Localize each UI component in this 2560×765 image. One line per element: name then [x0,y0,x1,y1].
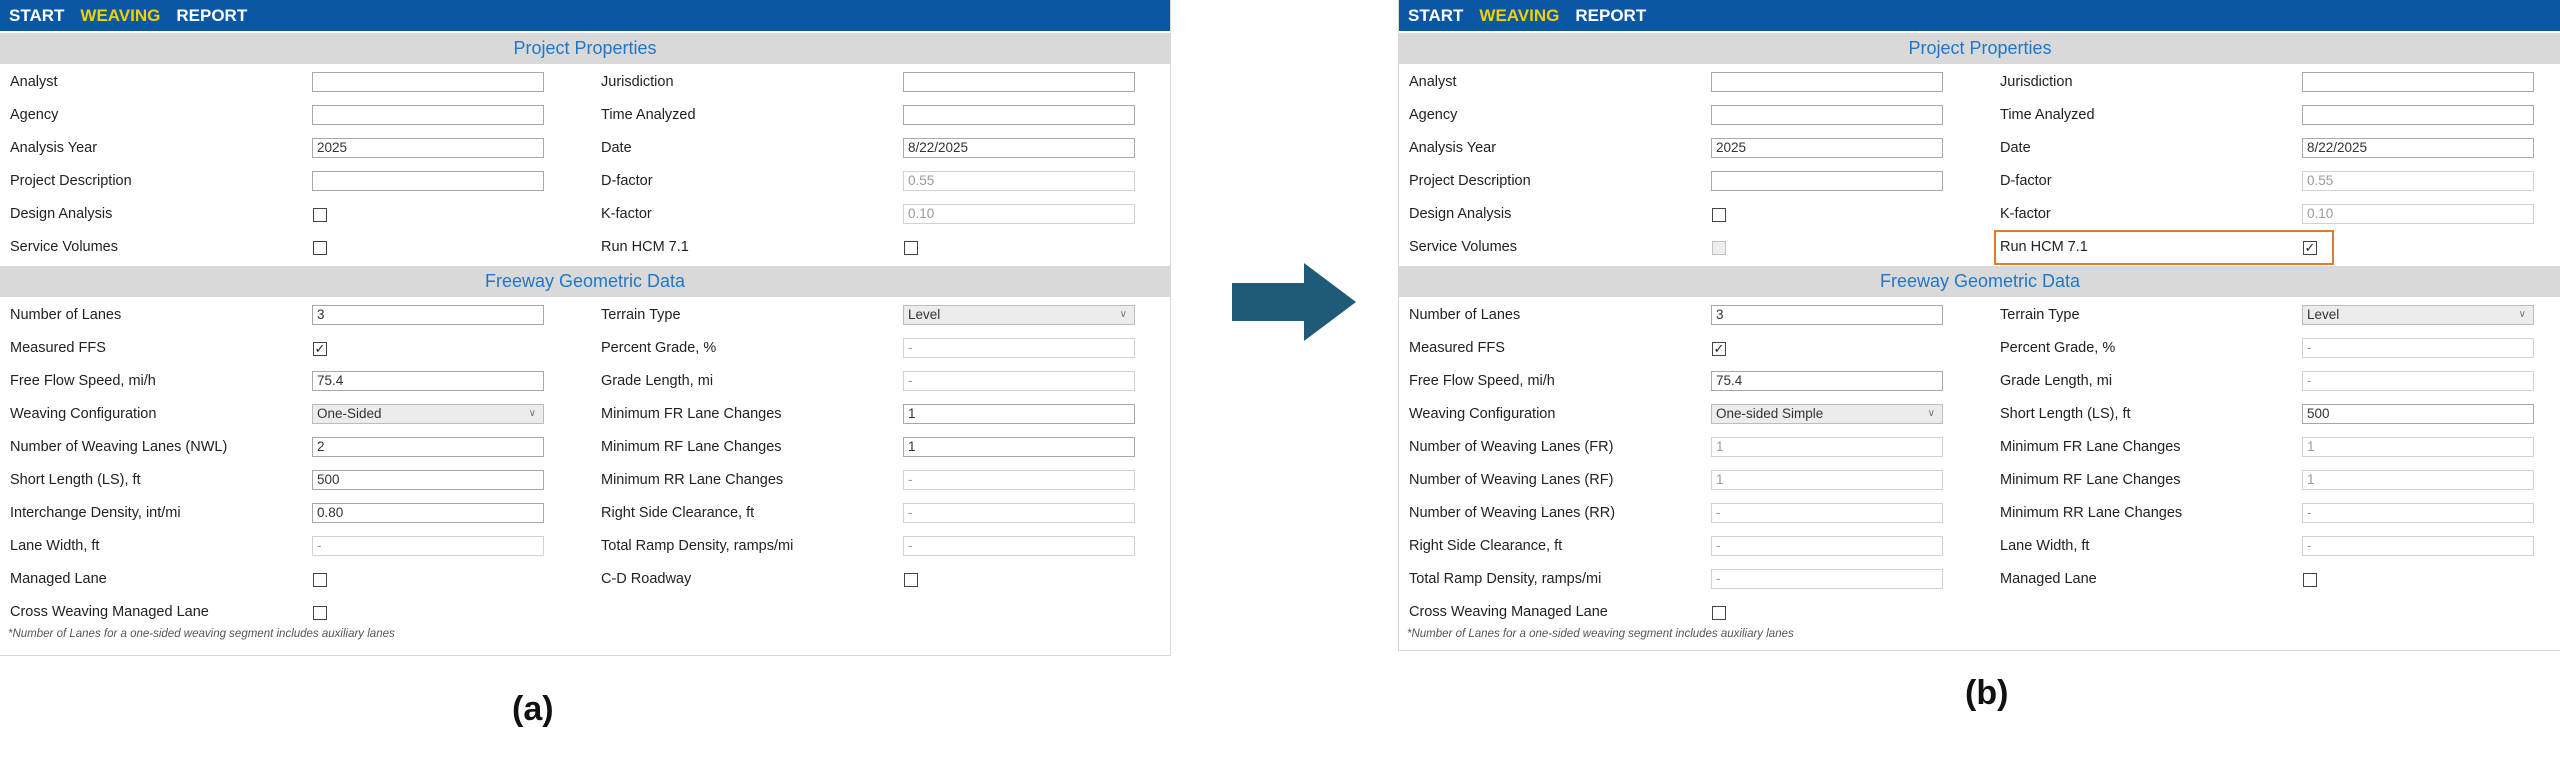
total-ramp-density-ramps-mi-value: - [1716,571,1721,586]
grade-length-mi-label: Grade Length, mi [2000,373,2113,389]
form-row [1399,332,2560,365]
number-of-weaving-lanes-rf-input [1711,470,1943,490]
total-ramp-density-ramps-mi-label: Total Ramp Density, ramps/mi [601,538,794,554]
number-of-lanes-input[interactable] [1711,305,1943,325]
weaving-configuration-value: One-Sided [317,406,382,421]
project-description-input[interactable] [312,171,544,191]
free-flow-speed-mi-h-input[interactable] [312,371,544,391]
date-input[interactable] [2302,138,2534,158]
cross-weaving-managed-lane-label: Cross Weaving Managed Lane [10,604,209,620]
grade-length-mi-value: - [2307,373,2312,388]
cross-weaving-managed-lane-checkbox[interactable] [313,606,327,620]
number-of-weaving-lanes-fr-value: 1 [1716,439,1724,454]
form-row [1399,66,2560,99]
lane-width-ft-input [312,536,544,556]
form-row [0,431,1170,464]
footnote: *Number of Lanes for a one-sided weaving segment includes auxiliary lanes [8,628,395,640]
total-ramp-density-ramps-mi-label: Total Ramp Density, ramps/mi [1409,571,1602,587]
section-project-properties: Project Properties [0,33,1170,64]
number-of-weaving-lanes-nwl-label: Number of Weaving Lanes (NWL) [10,439,228,455]
d-factor-value: 0.55 [908,173,935,188]
free-flow-speed-mi-h-value: 75.4 [1716,373,1743,388]
project-description-input[interactable] [1711,171,1943,191]
number-of-weaving-lanes-rr-label: Number of Weaving Lanes (RR) [1409,505,1616,521]
section-project-properties: Project Properties [1399,33,2560,64]
tab-report[interactable]: REPORT [176,5,248,25]
right-side-clearance-ft-value: - [1716,538,1721,553]
total-ramp-density-ramps-mi-input [1711,569,1943,589]
number-of-weaving-lanes-fr-label: Number of Weaving Lanes (FR) [1409,439,1614,455]
number-of-weaving-lanes-rr-value: - [1716,505,1721,520]
lane-width-ft-label: Lane Width, ft [10,538,100,554]
freeway-geometric-form [1399,299,2560,629]
top-nav-bar [0,0,1170,31]
service-volumes-checkbox[interactable] [313,241,327,255]
number-of-lanes-label: Number of Lanes [10,307,122,323]
date-label: Date [2000,140,2031,156]
caption-b: (b) [1965,674,2009,712]
agency-input[interactable] [1711,105,1943,125]
c-d-roadway-checkbox[interactable] [904,573,918,587]
time-analyzed-input[interactable] [2302,105,2534,125]
minimum-rr-lane-changes-value: - [908,472,913,487]
analysis-year-input[interactable] [312,138,544,158]
minimum-rf-lane-changes-input [2302,470,2534,490]
form-row [1399,365,2560,398]
minimum-fr-lane-changes-value: 1 [2307,439,2315,454]
transition-arrow-icon [1232,263,1356,341]
d-factor-value: 0.55 [2307,173,2334,188]
minimum-rf-lane-changes-input[interactable] [903,437,1135,457]
analysis-year-value: 2025 [317,140,348,155]
measured-ffs-checkbox[interactable]: ✓ [314,341,326,356]
form-row [0,398,1170,431]
form-row [1399,497,2560,530]
free-flow-speed-mi-h-input[interactable] [1711,371,1943,391]
analysis-year-input[interactable] [1711,138,1943,158]
project-properties-form [0,66,1170,264]
right-side-clearance-ft-label: Right Side Clearance, ft [1409,538,1563,554]
analyst-input[interactable] [312,72,544,92]
service-volumes-checkbox [1712,241,1726,255]
k-factor-label: K-factor [601,206,652,222]
short-length-ls-ft-value: 500 [2307,406,2330,421]
chevron-down-icon: ∨ [528,408,536,419]
minimum-fr-lane-changes-value: 1 [908,406,916,421]
minimum-rr-lane-changes-value: - [2307,505,2312,520]
form-row [0,596,1170,629]
run-hcm-7-1-label: Run HCM 7.1 [2000,239,2088,255]
project-properties-form [1399,66,2560,264]
project-description-label: Project Description [1409,173,1531,189]
right-side-clearance-ft-value: - [908,505,913,520]
date-value: 8/22/2025 [908,140,969,155]
minimum-fr-lane-changes-input [2302,437,2534,457]
free-flow-speed-mi-h-value: 75.4 [317,373,344,388]
right-side-clearance-ft-input [903,503,1135,523]
time-analyzed-label: Time Analyzed [601,107,696,123]
analyst-label: Analyst [10,74,58,90]
percent-grade-input [2302,338,2534,358]
number-of-weaving-lanes-nwl-value: 2 [317,439,325,454]
form-row [1399,530,2560,563]
form-row [1399,198,2560,231]
run-hcm-7-1-checkbox[interactable]: ✓ [2304,240,2316,255]
design-analysis-label: Design Analysis [10,206,113,222]
minimum-rf-lane-changes-value: 1 [2307,472,2315,487]
jurisdiction-label: Jurisdiction [2000,74,2073,90]
lane-width-ft-value: - [2307,538,2312,553]
lane-width-ft-label: Lane Width, ft [2000,538,2090,554]
form-row [0,66,1170,99]
chevron-down-icon: ∨ [1119,309,1127,320]
design-analysis-checkbox[interactable] [1712,208,1726,222]
freeway-geometric-form [0,299,1170,629]
design-analysis-checkbox[interactable] [313,208,327,222]
minimum-rf-lane-changes-value: 1 [908,439,916,454]
form-row [0,132,1170,165]
terrain-type-value: Level [908,307,941,322]
free-flow-speed-mi-h-label: Free Flow Speed, mi/h [10,373,156,389]
service-volumes-label: Service Volumes [10,239,118,255]
time-analyzed-input[interactable] [903,105,1135,125]
lane-width-ft-value: - [317,538,322,553]
form-row [0,530,1170,563]
percent-grade-label: Percent Grade, % [601,340,717,356]
form-row [0,99,1170,132]
agency-label: Agency [1409,107,1458,123]
number-of-lanes-label: Number of Lanes [1409,307,1521,323]
analyst-input[interactable] [1711,72,1943,92]
cross-weaving-managed-lane-checkbox[interactable] [1712,606,1726,620]
number-of-weaving-lanes-rr-input [1711,503,1943,523]
percent-grade-label: Percent Grade, % [2000,340,2116,356]
section-freeway-geometric-data: Freeway Geometric Data [1399,266,2560,297]
minimum-rr-lane-changes-input [2302,503,2534,523]
interchange-density-int-mi-label: Interchange Density, int/mi [10,505,181,521]
number-of-weaving-lanes-rf-value: 1 [1716,472,1724,487]
minimum-rr-lane-changes-label: Minimum RR Lane Changes [2000,505,2183,521]
form-row [0,299,1170,332]
time-analyzed-label: Time Analyzed [2000,107,2095,123]
jurisdiction-label: Jurisdiction [601,74,674,90]
project-description-label: Project Description [10,173,132,189]
weaving-configuration-dropdown[interactable] [312,404,544,424]
form-row [0,332,1170,365]
form-row [0,198,1170,231]
d-factor-label: D-factor [601,173,653,189]
k-factor-label: K-factor [2000,206,2051,222]
tab-weaving[interactable]: WEAVING [1479,5,1560,25]
form-row [0,231,1170,264]
grade-length-mi-input [903,371,1135,391]
measured-ffs-checkbox[interactable]: ✓ [1713,341,1725,356]
tab-start[interactable]: START [9,5,65,25]
form-row [1399,231,2560,264]
k-factor-value: 0.10 [2307,206,2334,221]
d-factor-input [903,171,1135,191]
weaving-configuration-value: One-sided Simple [1716,406,1824,421]
tab-weaving[interactable]: WEAVING [80,5,161,25]
minimum-rf-lane-changes-label: Minimum RF Lane Changes [601,439,782,455]
number-of-lanes-input[interactable] [312,305,544,325]
managed-lane-checkbox[interactable] [313,573,327,587]
minimum-fr-lane-changes-label: Minimum FR Lane Changes [601,406,782,422]
total-ramp-density-ramps-mi-input [903,536,1135,556]
terrain-type-label: Terrain Type [2000,307,2080,323]
terrain-type-value: Level [2307,307,2340,322]
analysis-year-label: Analysis Year [10,140,98,156]
form-row [1399,563,2560,596]
analyst-label: Analyst [1409,74,1457,90]
form-row [0,497,1170,530]
form-row [1399,398,2560,431]
number-of-weaving-lanes-nwl-input[interactable] [312,437,544,457]
design-analysis-label: Design Analysis [1409,206,1512,222]
form-row [0,563,1170,596]
service-volumes-label: Service Volumes [1409,239,1517,255]
form-row [0,365,1170,398]
caption-a: (a) [512,690,554,728]
managed-lane-label: Managed Lane [10,571,107,587]
form-row [1399,132,2560,165]
tab-report[interactable]: REPORT [1575,5,1647,25]
highlight-box [1994,230,2334,265]
measured-ffs-label: Measured FFS [1409,340,1505,356]
k-factor-input [2302,204,2534,224]
number-of-lanes-value: 3 [1716,307,1724,322]
form-row [1399,431,2560,464]
grade-length-mi-label: Grade Length, mi [601,373,714,389]
cross-weaving-managed-lane-label: Cross Weaving Managed Lane [1409,604,1608,620]
agency-input[interactable] [312,105,544,125]
short-length-ls-ft-value: 500 [317,472,340,487]
agency-label: Agency [10,107,59,123]
chevron-down-icon: ∨ [2518,309,2526,320]
form-row [1399,165,2560,198]
short-length-ls-ft-label: Short Length (LS), ft [10,472,141,488]
form-row [1399,464,2560,497]
form-row [0,165,1170,198]
date-label: Date [601,140,632,156]
footnote: *Number of Lanes for a one-sided weaving segment includes auxiliary lanes [1407,628,1794,640]
k-factor-input [903,204,1135,224]
short-length-ls-ft-label: Short Length (LS), ft [2000,406,2131,422]
managed-lane-label: Managed Lane [2000,571,2097,587]
weaving-configuration-dropdown[interactable] [1711,404,1943,424]
right-side-clearance-ft-input [1711,536,1943,556]
percent-grade-input [903,338,1135,358]
terrain-type-dropdown[interactable] [903,305,1135,325]
k-factor-value: 0.10 [908,206,935,221]
grade-length-mi-input [2302,371,2534,391]
d-factor-label: D-factor [2000,173,2052,189]
form-row [0,464,1170,497]
minimum-rf-lane-changes-label: Minimum RF Lane Changes [2000,472,2181,488]
weaving-configuration-label: Weaving Configuration [1409,406,1556,422]
analysis-year-label: Analysis Year [1409,140,1497,156]
run-hcm-7-1-checkbox[interactable] [904,241,918,255]
right-side-clearance-ft-label: Right Side Clearance, ft [601,505,755,521]
number-of-lanes-value: 3 [317,307,325,322]
terrain-type-label: Terrain Type [601,307,681,323]
number-of-weaving-lanes-rf-label: Number of Weaving Lanes (RF) [1409,472,1614,488]
date-value: 8/22/2025 [2307,140,2368,155]
interchange-density-int-mi-value: 0.80 [317,505,344,520]
lane-width-ft-input [2302,536,2534,556]
grade-length-mi-value: - [908,373,913,388]
form-row [1399,99,2560,132]
minimum-rr-lane-changes-input [903,470,1135,490]
interchange-density-int-mi-input[interactable] [312,503,544,523]
chevron-down-icon: ∨ [1927,408,1935,419]
analysis-year-value: 2025 [1716,140,1747,155]
top-nav-bar [1399,0,2560,31]
free-flow-speed-mi-h-label: Free Flow Speed, mi/h [1409,373,1555,389]
terrain-type-dropdown[interactable] [2302,305,2534,325]
minimum-fr-lane-changes-input[interactable] [903,404,1135,424]
tab-start[interactable]: START [1408,5,1464,25]
run-hcm-7-1-label: Run HCM 7.1 [601,239,689,255]
minimum-fr-lane-changes-label: Minimum FR Lane Changes [2000,439,2181,455]
form-row [1399,299,2560,332]
minimum-rr-lane-changes-label: Minimum RR Lane Changes [601,472,784,488]
short-length-ls-ft-input[interactable] [2302,404,2534,424]
percent-grade-value: - [2307,340,2312,355]
total-ramp-density-ramps-mi-value: - [908,538,913,553]
jurisdiction-input[interactable] [2302,72,2534,92]
screenshot-panel-b [1398,0,2560,651]
jurisdiction-input[interactable] [903,72,1135,92]
screenshot-panel-a [0,0,1171,656]
measured-ffs-label: Measured FFS [10,340,106,356]
number-of-weaving-lanes-fr-input [1711,437,1943,457]
percent-grade-value: - [908,340,913,355]
c-d-roadway-label: C-D Roadway [601,571,692,587]
short-length-ls-ft-input[interactable] [312,470,544,490]
date-input[interactable] [903,138,1135,158]
weaving-configuration-label: Weaving Configuration [10,406,157,422]
form-row [1399,596,2560,629]
managed-lane-checkbox[interactable] [2303,573,2317,587]
d-factor-input [2302,171,2534,191]
section-freeway-geometric-data: Freeway Geometric Data [0,266,1170,297]
